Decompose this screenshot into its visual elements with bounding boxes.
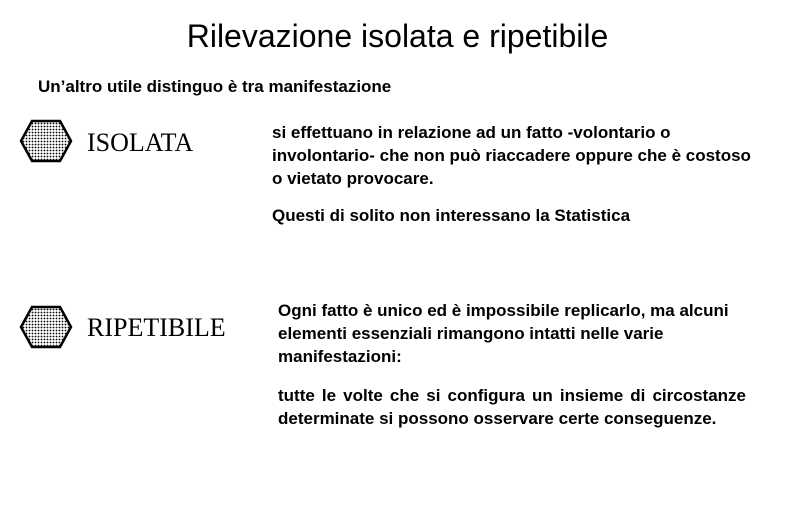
item-description-isolata: si effettuano in relazione ad un fatto -volontario o involontario- che non può riaccadere oppure che è costoso o vietato provocare. — [272, 123, 751, 188]
slide-subtitle: Un’altro utile distinguo è tra manifestazione — [38, 77, 392, 96]
dotted-hexagon-icon — [19, 119, 73, 163]
slide-title: Rilevazione isolata e ripetibile — [186, 18, 609, 54]
dotted-hexagon-icon — [19, 305, 73, 349]
item-note-isolata: Questi di solito non interessano la Statistica — [272, 206, 631, 225]
item-label-isolata: ISOLATA — [87, 128, 194, 157]
item-note-ripetibile: tutte le volte che si configura un insieme di circostanze determinate si possono osservare certe conseguenze. — [278, 386, 746, 428]
item-label-ripetibile: RIPETIBILE — [87, 313, 226, 342]
item-description-ripetibile: Ogni fatto è unico ed è impossibile replicarlo, ma alcuni elementi essenziali rimangono intatti nelle varie manifestazioni: — [278, 301, 729, 366]
